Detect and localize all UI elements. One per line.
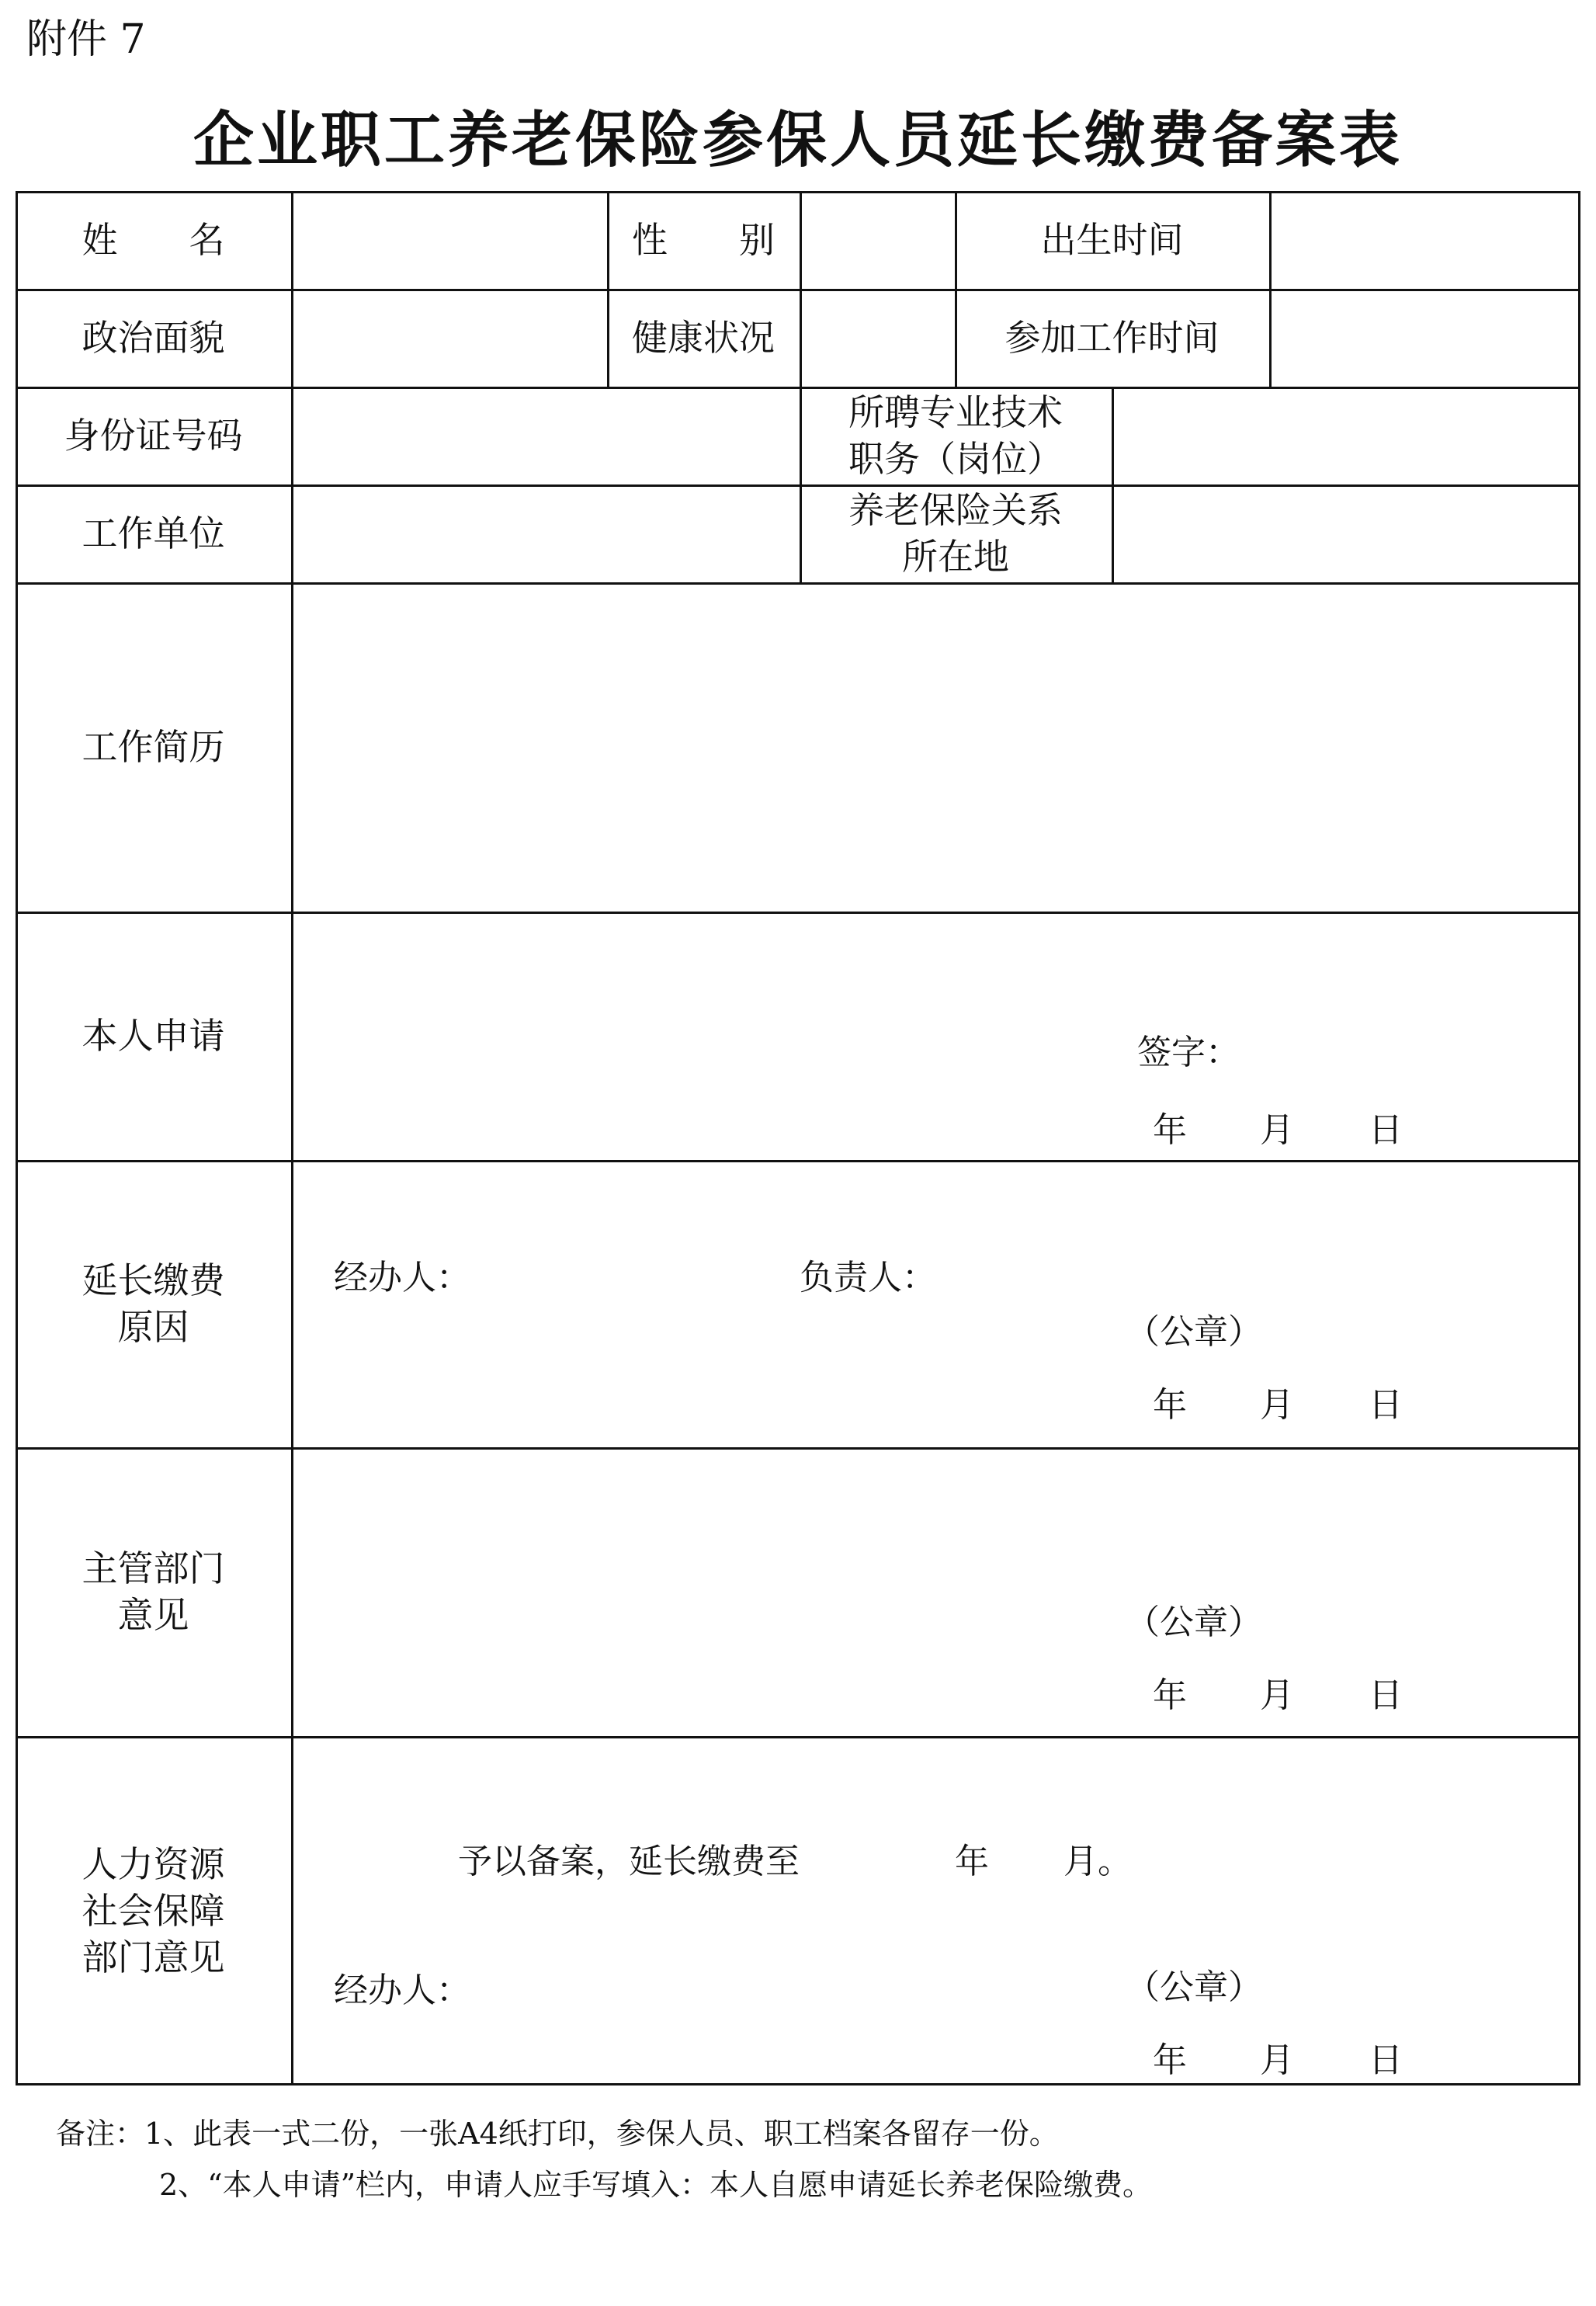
record-year: 年: [955, 1842, 989, 1881]
note-line-1: 备注：1、此表一式二份，一张A4纸打印，参保人员、职工档案各留存一份。: [56, 2117, 1059, 2151]
note-line-2: 2、“本人申请”栏内，申请人应手写填入：本人自愿申请延长养老保险缴费。: [159, 2168, 1153, 2202]
work-start-field[interactable]: [1269, 289, 1580, 387]
name-field[interactable]: [291, 191, 607, 289]
dept-day: 日: [1369, 1676, 1403, 1715]
dept-year: 年: [1153, 1676, 1187, 1715]
hr-label-line3: 部门意见: [82, 1936, 225, 1978]
insurance-location-line1: 养老保险关系: [848, 489, 1063, 531]
resume-label: 工作简历: [82, 726, 225, 768]
position-label-line1: 所聘专业技术: [848, 391, 1063, 433]
record-form-table: [16, 191, 1580, 2085]
form-title: 企业职工养老保险参保人员延长缴费备案表: [193, 106, 1403, 175]
employer-label: 工作单位: [82, 512, 225, 554]
resume-field[interactable]: [291, 582, 1580, 912]
insurance-location-field[interactable]: [1112, 484, 1580, 582]
record-month: 月。: [1063, 1842, 1132, 1881]
hr-label-line2: 社会保障: [82, 1890, 225, 1932]
application-label: 本人申请: [82, 1015, 225, 1057]
hr-opinion-label: [16, 1736, 291, 2085]
dept-opinion-label: [16, 1447, 291, 1736]
hr-day: 日: [1369, 2040, 1403, 2080]
record-text: 予以备案，延长缴费至: [458, 1842, 800, 1881]
id-number-field[interactable]: [291, 387, 800, 484]
reason-label-line2: 原因: [117, 1306, 189, 1348]
reason-responsible-label: 负责人：: [800, 1258, 936, 1297]
position-label: [800, 387, 1112, 484]
political-label: 政治面貌: [82, 317, 225, 359]
reason-month: 月: [1260, 1385, 1294, 1425]
reason-label: [16, 1160, 291, 1447]
hr-seal: （公章）: [1126, 1967, 1262, 2007]
political-field[interactable]: [291, 289, 607, 387]
reason-label-line1: 延长缴费: [82, 1259, 225, 1301]
application-day: 日: [1369, 1110, 1403, 1150]
birth-label: 出生时间: [1040, 219, 1184, 261]
attachment-label: 附件 7: [26, 16, 146, 63]
hr-handler-label: 经办人：: [334, 1971, 470, 2010]
dept-label-line2: 意见: [117, 1594, 189, 1636]
health-label: 健康状况: [632, 317, 775, 359]
reason-year: 年: [1153, 1385, 1187, 1425]
employer-field[interactable]: [291, 484, 800, 582]
dept-seal: （公章）: [1126, 1603, 1262, 1642]
signature-label: 签字：: [1137, 1033, 1240, 1072]
hr-label-line1: 人力资源: [82, 1843, 225, 1885]
id-number-label: 身份证号码: [64, 415, 243, 457]
dept-month: 月: [1260, 1676, 1294, 1715]
dept-label-line1: 主管部门: [82, 1547, 225, 1589]
position-field[interactable]: [1112, 387, 1580, 484]
hr-year: 年: [1153, 2040, 1187, 2080]
reason-day: 日: [1369, 1385, 1403, 1425]
application-year: 年: [1153, 1110, 1187, 1150]
gender-label: 性 别: [632, 219, 775, 261]
insurance-location-label: [800, 484, 1112, 582]
reason-handler-label: 经办人：: [334, 1258, 470, 1297]
reason-seal: （公章）: [1126, 1312, 1262, 1352]
gender-field[interactable]: [800, 191, 955, 289]
application-month: 月: [1260, 1110, 1294, 1150]
insurance-location-line2: 所在地: [902, 536, 1009, 578]
birth-field[interactable]: [1269, 191, 1580, 289]
work-start-label: 参加工作时间: [1004, 317, 1220, 359]
hr-month: 月: [1260, 2040, 1294, 2080]
name-label: 姓 名: [82, 219, 225, 261]
position-label-line2: 职务（岗位）: [848, 438, 1063, 480]
health-field[interactable]: [800, 289, 955, 387]
